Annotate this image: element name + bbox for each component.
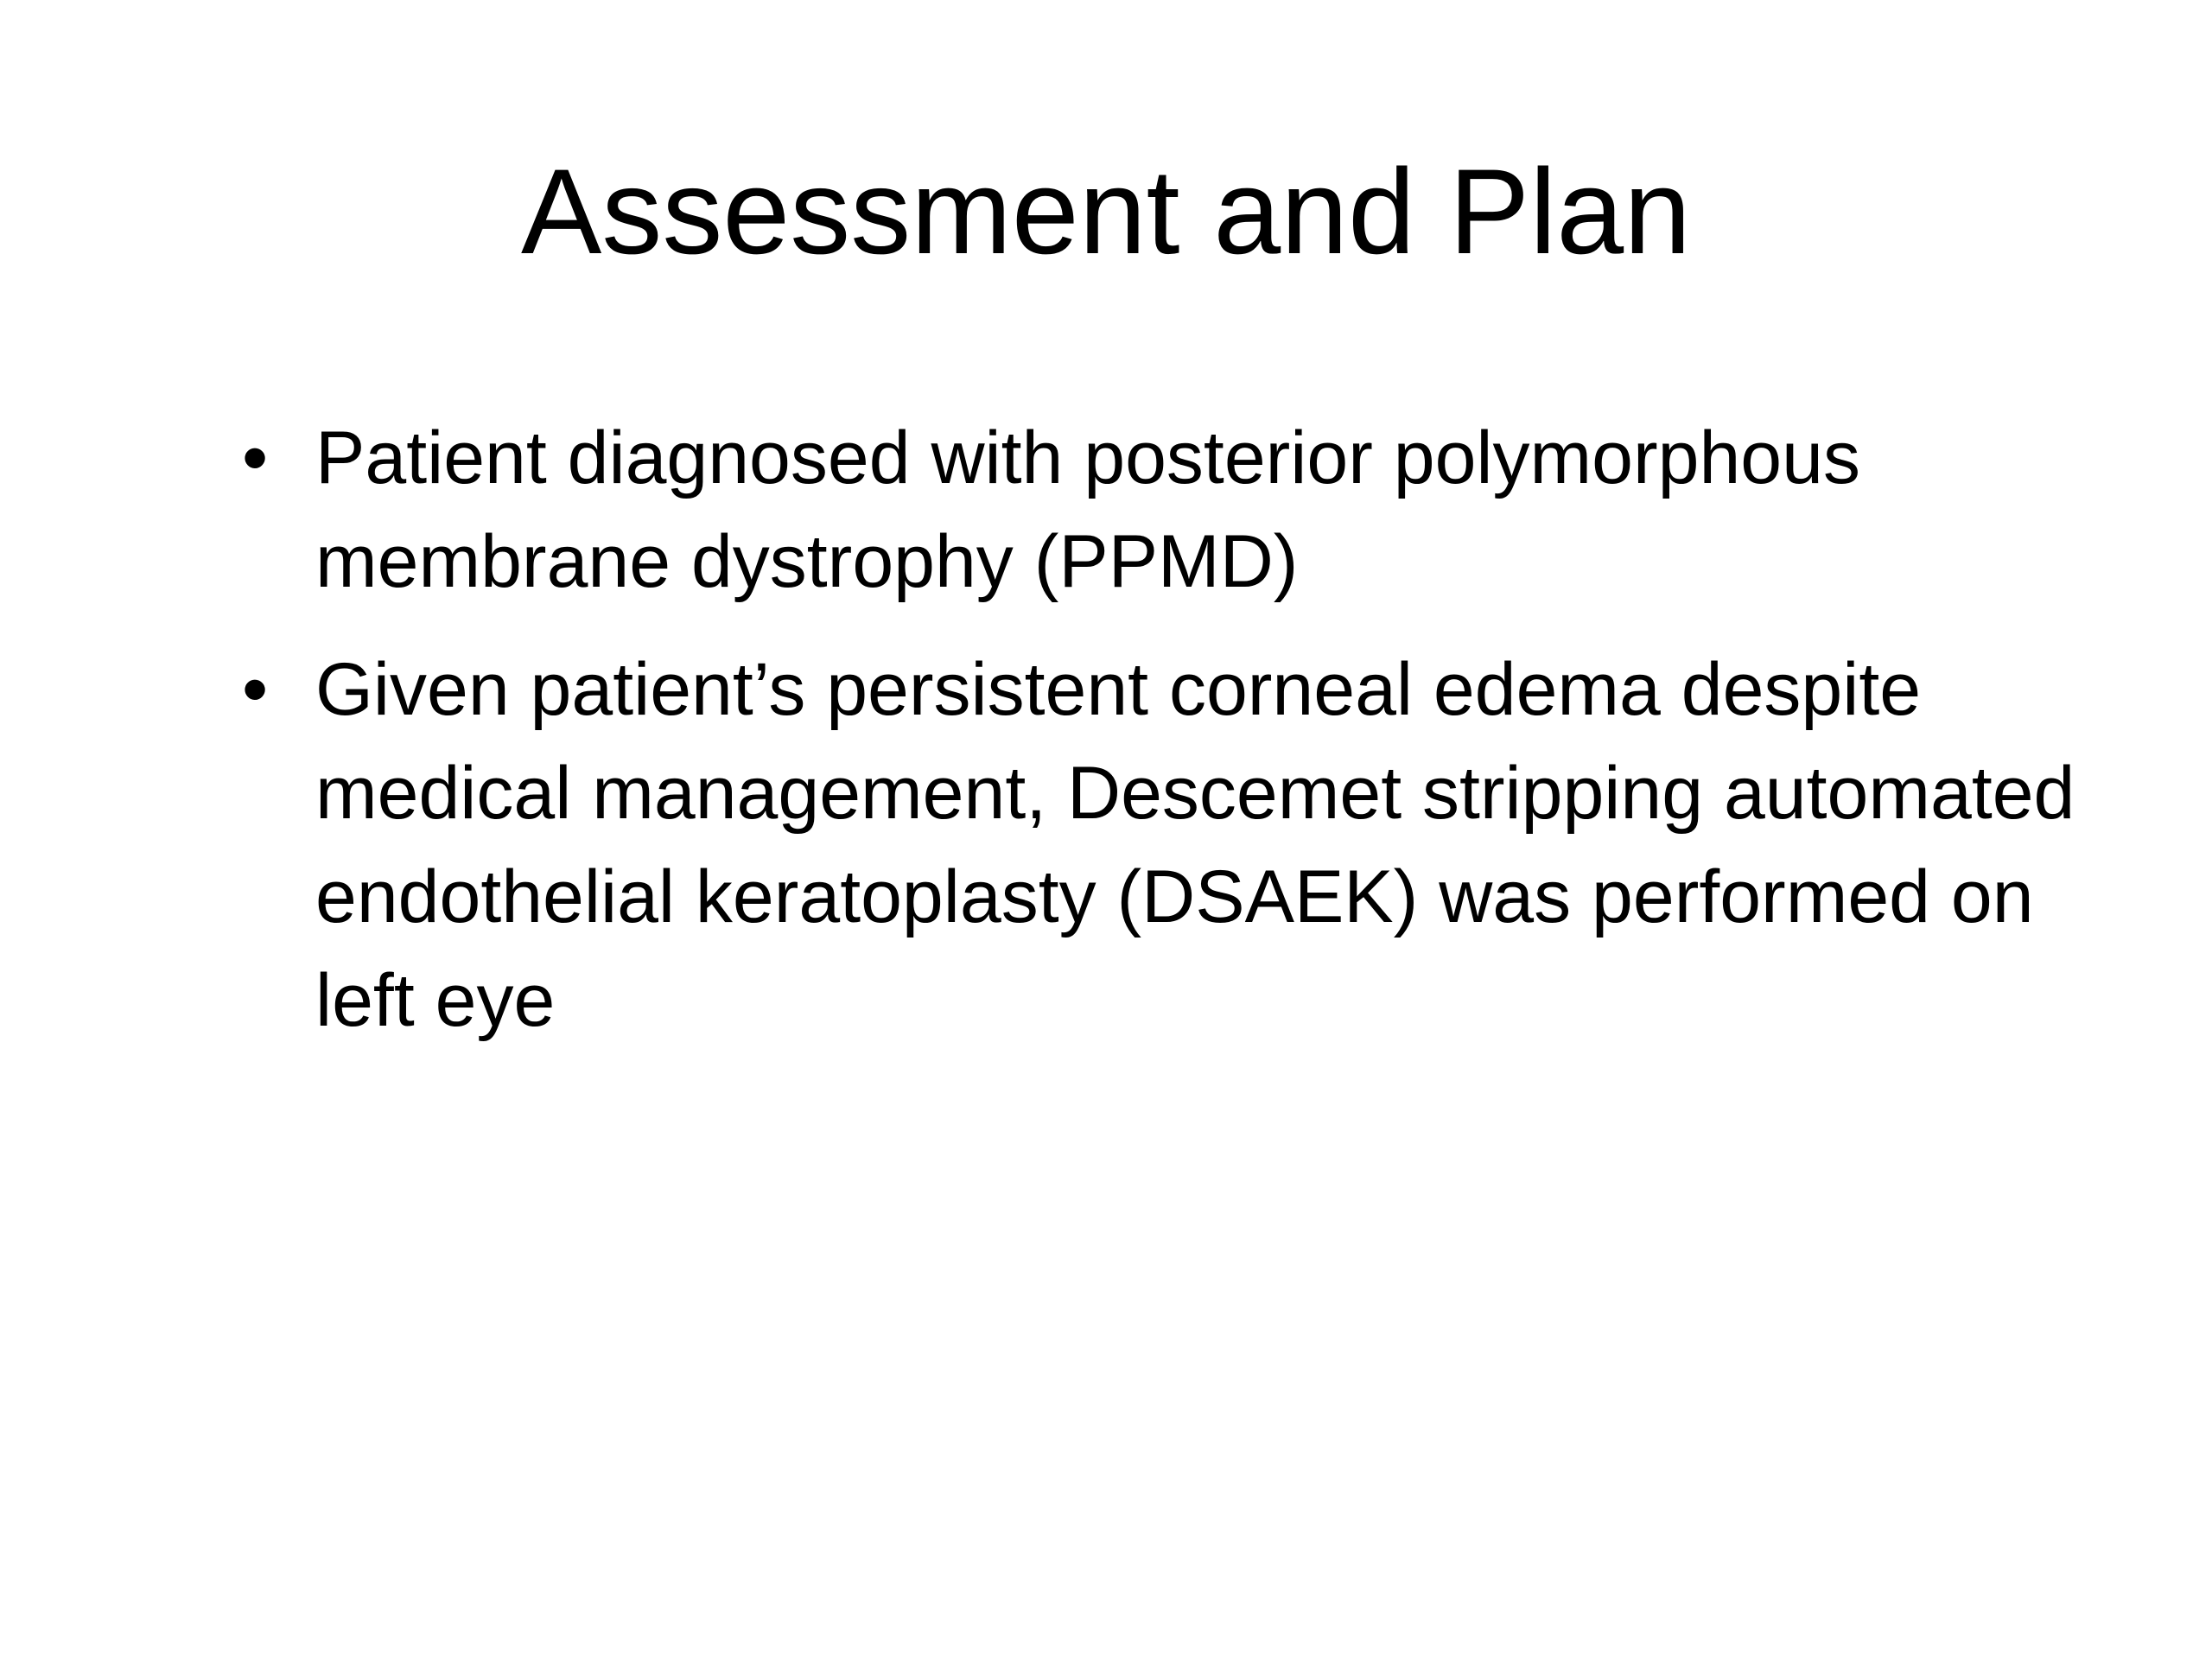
bullet-item — [233, 638, 2091, 1052]
bullet-dot-icon: • — [242, 416, 269, 499]
bullet-list — [233, 406, 2091, 1077]
bullet-text: Patient diagnosed with posterior polymorphous membrane dystrophy (PPMD) — [315, 416, 1860, 603]
slide-title: Assessment and Plan — [520, 143, 1692, 279]
bullet-item — [233, 406, 2091, 613]
bullet-text: Given patient’s persistent corneal edema despite medical management, Descemet stripping automated endothelial keratoplasty (DSAEK) was performed on left eye — [315, 648, 2075, 1042]
bullet-dot-icon: • — [242, 648, 269, 731]
